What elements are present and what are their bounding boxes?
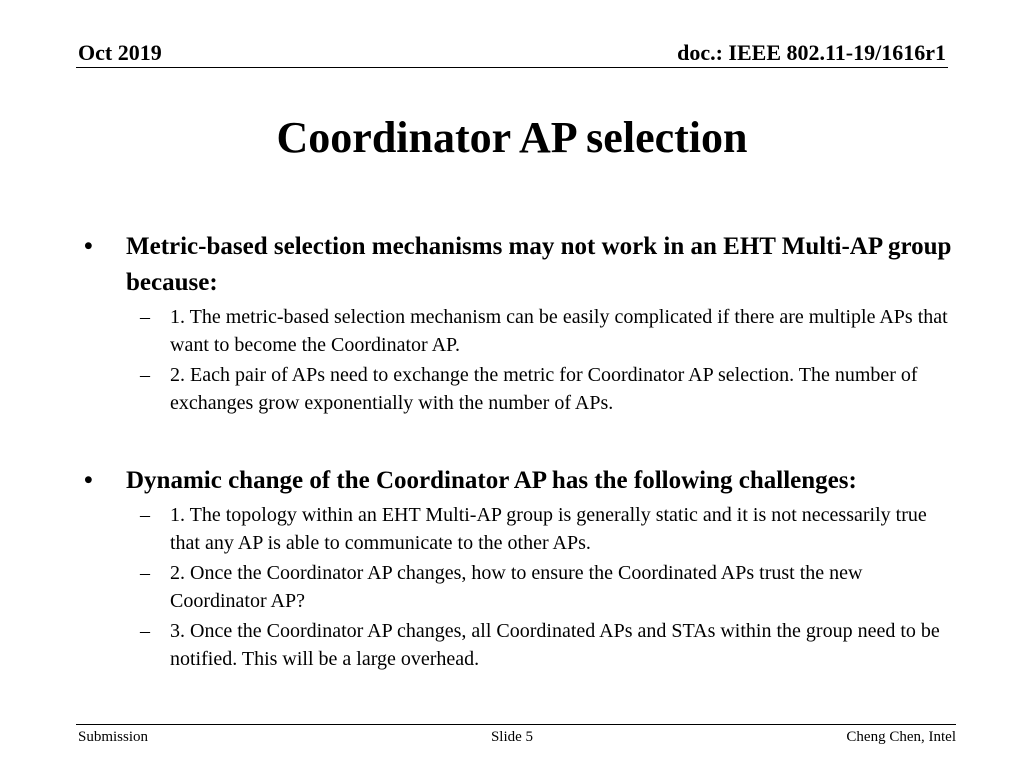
footer-slide-number: Slide 5 [490, 729, 534, 745]
sub-bullet-item [84, 303, 954, 359]
footer-submission: Submission [78, 729, 149, 745]
footer-divider [76, 724, 956, 725]
sub-bullet-item [84, 617, 954, 673]
header-divider [76, 67, 948, 68]
header-doc-id: doc.: IEEE 802.11-19/1616r1 [677, 40, 946, 65]
dash-marker: – [140, 562, 150, 584]
sub-bullet-text: 3. Once the Coordinator AP changes, all Coordinated APs and STAs within the group need to be notified. This will be a large overhead. [170, 620, 940, 670]
dash-marker: – [140, 364, 150, 386]
dash-marker: – [140, 620, 150, 642]
sub-bullet-item [84, 559, 954, 615]
bullet-marker: • [84, 467, 93, 494]
bullet-marker: • [84, 233, 93, 260]
header-date: Oct 2019 [78, 40, 162, 65]
sub-bullet-text: 2. Each pair of APs need to exchange the metric for Coordinator AP selection. The number of exchanges grow exponentially with the number of APs. [170, 364, 918, 414]
bullet-item [84, 463, 954, 499]
bullet-item [84, 229, 954, 301]
footer-author: Cheng Chen, Intel [846, 729, 956, 745]
dash-marker: – [140, 306, 150, 328]
dash-marker: – [140, 504, 150, 526]
bullet-text: Metric-based selection mechanisms may not work in an EHT Multi-AP group because: [126, 233, 952, 296]
slide-body [84, 229, 954, 673]
sub-bullet-text: 2. Once the Coordinator AP changes, how to ensure the Coordinated APs trust the new Coordinator AP? [170, 562, 863, 612]
slide-title: Coordinator AP selection [276, 113, 748, 162]
sub-bullet-item [84, 361, 954, 417]
sub-bullet-item [84, 501, 954, 557]
bullet-text: Dynamic change of the Coordinator AP has the following challenges: [126, 467, 857, 494]
spacer [84, 417, 954, 463]
sub-bullet-text: 1. The metric-based selection mechanism can be easily complicated if there are multiple APs that want to become the Coordinator AP. [170, 306, 948, 356]
sub-bullet-text: 1. The topology within an EHT Multi-AP group is generally static and it is not necessarily true that any AP is able to communicate to the other APs. [170, 504, 927, 554]
